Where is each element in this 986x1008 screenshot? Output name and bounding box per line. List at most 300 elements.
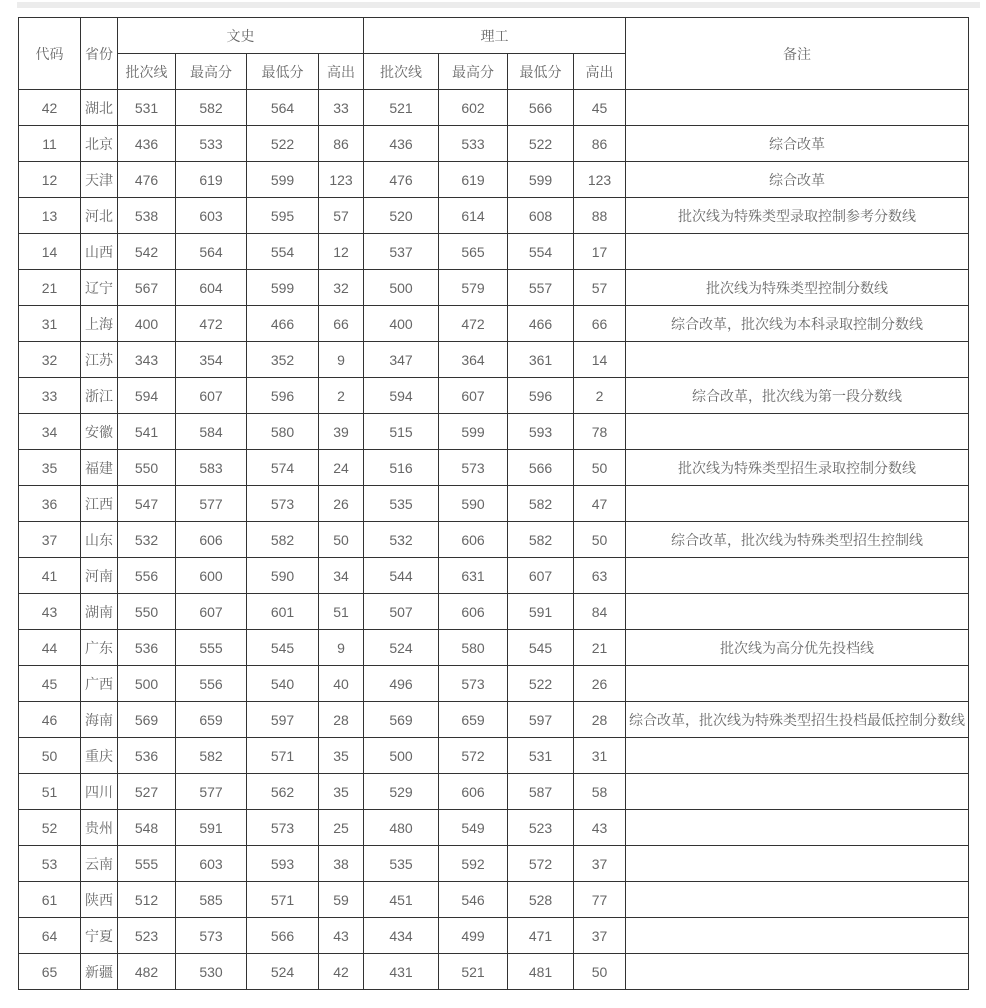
arts-lowest-cell: 573: [247, 810, 319, 846]
science-highest-cell: 614: [439, 198, 508, 234]
remark-cell: 批次线为高分优先投档线: [626, 630, 969, 666]
science-lowest-cell: 545: [508, 630, 574, 666]
science-lowest-cell: 531: [508, 738, 574, 774]
science-highest-cell: 546: [439, 882, 508, 918]
table-row: [19, 126, 969, 162]
science-batch-line-cell: 569: [364, 702, 439, 738]
arts-highest-cell: 533: [176, 126, 247, 162]
science-above-cell: 47: [574, 486, 626, 522]
arts-above-cell: 25: [319, 810, 364, 846]
arts-above-cell: 2: [319, 378, 364, 414]
arts-highest-cell: 354: [176, 342, 247, 378]
science-highest-cell: 602: [439, 90, 508, 126]
arts-above-cell: 26: [319, 486, 364, 522]
arts-above-cell: 86: [319, 126, 364, 162]
science-above-cell: 21: [574, 630, 626, 666]
science-batch-line-cell: 537: [364, 234, 439, 270]
province-cell: 四川: [81, 774, 118, 810]
arts-batch-line-cell: 343: [118, 342, 176, 378]
science-above-cell: 28: [574, 702, 626, 738]
table-row: [19, 234, 969, 270]
science-batch-line-cell: 516: [364, 450, 439, 486]
table-row: [19, 918, 969, 954]
header-science-highest: 最高分: [439, 54, 508, 90]
science-batch-line-cell: 544: [364, 558, 439, 594]
province-cell: 北京: [81, 126, 118, 162]
arts-highest-cell: 582: [176, 90, 247, 126]
province-cell: 山西: [81, 234, 118, 270]
province-cell: 宁夏: [81, 918, 118, 954]
arts-lowest-cell: 601: [247, 594, 319, 630]
arts-above-cell: 59: [319, 882, 364, 918]
science-lowest-cell: 597: [508, 702, 574, 738]
arts-lowest-cell: 574: [247, 450, 319, 486]
code-cell: 14: [19, 234, 81, 270]
science-lowest-cell: 471: [508, 918, 574, 954]
arts-highest-cell: 607: [176, 594, 247, 630]
remark-cell: [626, 954, 969, 990]
header-group-science: 理工: [364, 18, 626, 54]
science-lowest-cell: 566: [508, 450, 574, 486]
province-cell: 湖北: [81, 90, 118, 126]
science-batch-line-cell: 529: [364, 774, 439, 810]
science-lowest-cell: 523: [508, 810, 574, 846]
table-row: [19, 90, 969, 126]
science-highest-cell: 659: [439, 702, 508, 738]
science-lowest-cell: 528: [508, 882, 574, 918]
science-above-cell: 86: [574, 126, 626, 162]
code-cell: 12: [19, 162, 81, 198]
science-highest-cell: 606: [439, 774, 508, 810]
code-cell: 33: [19, 378, 81, 414]
arts-highest-cell: 530: [176, 954, 247, 990]
science-lowest-cell: 587: [508, 774, 574, 810]
code-cell: 32: [19, 342, 81, 378]
science-lowest-cell: 608: [508, 198, 574, 234]
science-above-cell: 78: [574, 414, 626, 450]
arts-batch-line-cell: 527: [118, 774, 176, 810]
arts-batch-line-cell: 536: [118, 738, 176, 774]
province-cell: 河北: [81, 198, 118, 234]
arts-batch-line-cell: 550: [118, 450, 176, 486]
arts-batch-line-cell: 512: [118, 882, 176, 918]
header-arts-highest: 最高分: [176, 54, 247, 90]
arts-highest-cell: 583: [176, 450, 247, 486]
science-lowest-cell: 582: [508, 486, 574, 522]
arts-above-cell: 40: [319, 666, 364, 702]
table-row: [19, 558, 969, 594]
science-batch-line-cell: 524: [364, 630, 439, 666]
top-divider-strip: [17, 2, 980, 8]
science-above-cell: 77: [574, 882, 626, 918]
science-highest-cell: 590: [439, 486, 508, 522]
table-header: [19, 18, 969, 90]
code-cell: 51: [19, 774, 81, 810]
arts-lowest-cell: 522: [247, 126, 319, 162]
code-cell: 65: [19, 954, 81, 990]
province-cell: 辽宁: [81, 270, 118, 306]
science-lowest-cell: 481: [508, 954, 574, 990]
science-lowest-cell: 566: [508, 90, 574, 126]
table-row: [19, 846, 969, 882]
arts-lowest-cell: 466: [247, 306, 319, 342]
science-batch-line-cell: 532: [364, 522, 439, 558]
science-above-cell: 66: [574, 306, 626, 342]
science-above-cell: 50: [574, 522, 626, 558]
table-row: [19, 522, 969, 558]
arts-above-cell: 12: [319, 234, 364, 270]
remark-cell: 批次线为特殊类型控制分数线: [626, 270, 969, 306]
science-highest-cell: 521: [439, 954, 508, 990]
table-row: [19, 270, 969, 306]
table-row: [19, 450, 969, 486]
remark-cell: 批次线为特殊类型录取控制参考分数线: [626, 198, 969, 234]
arts-highest-cell: 619: [176, 162, 247, 198]
science-above-cell: 50: [574, 450, 626, 486]
arts-batch-line-cell: 555: [118, 846, 176, 882]
science-highest-cell: 472: [439, 306, 508, 342]
arts-lowest-cell: 595: [247, 198, 319, 234]
table-row: [19, 594, 969, 630]
province-cell: 新疆: [81, 954, 118, 990]
science-highest-cell: 572: [439, 738, 508, 774]
science-batch-line-cell: 594: [364, 378, 439, 414]
arts-lowest-cell: 352: [247, 342, 319, 378]
header-science-above: 高出: [574, 54, 626, 90]
arts-lowest-cell: 597: [247, 702, 319, 738]
science-above-cell: 43: [574, 810, 626, 846]
science-highest-cell: 580: [439, 630, 508, 666]
science-batch-line-cell: 480: [364, 810, 439, 846]
province-cell: 江苏: [81, 342, 118, 378]
arts-lowest-cell: 554: [247, 234, 319, 270]
science-batch-line-cell: 347: [364, 342, 439, 378]
arts-above-cell: 43: [319, 918, 364, 954]
code-cell: 31: [19, 306, 81, 342]
province-cell: 天津: [81, 162, 118, 198]
arts-batch-line-cell: 436: [118, 126, 176, 162]
province-cell: 陕西: [81, 882, 118, 918]
science-above-cell: 57: [574, 270, 626, 306]
table-row: [19, 162, 969, 198]
remark-cell: [626, 90, 969, 126]
science-above-cell: 37: [574, 846, 626, 882]
header-group-arts: 文史: [118, 18, 364, 54]
code-cell: 13: [19, 198, 81, 234]
science-highest-cell: 549: [439, 810, 508, 846]
arts-above-cell: 42: [319, 954, 364, 990]
remark-cell: 综合改革，批次线为特殊类型招生投档最低控制分数线: [626, 702, 969, 738]
header-arts-above: 高出: [319, 54, 364, 90]
arts-highest-cell: 603: [176, 846, 247, 882]
arts-above-cell: 35: [319, 774, 364, 810]
code-cell: 41: [19, 558, 81, 594]
science-lowest-cell: 466: [508, 306, 574, 342]
arts-lowest-cell: 571: [247, 882, 319, 918]
province-cell: 浙江: [81, 378, 118, 414]
arts-lowest-cell: 599: [247, 162, 319, 198]
arts-above-cell: 35: [319, 738, 364, 774]
arts-highest-cell: 585: [176, 882, 247, 918]
science-batch-line-cell: 521: [364, 90, 439, 126]
science-batch-line-cell: 436: [364, 126, 439, 162]
arts-lowest-cell: 545: [247, 630, 319, 666]
science-batch-line-cell: 535: [364, 486, 439, 522]
arts-highest-cell: 591: [176, 810, 247, 846]
arts-lowest-cell: 524: [247, 954, 319, 990]
science-above-cell: 45: [574, 90, 626, 126]
science-highest-cell: 573: [439, 450, 508, 486]
table-row: [19, 378, 969, 414]
arts-batch-line-cell: 523: [118, 918, 176, 954]
arts-above-cell: 33: [319, 90, 364, 126]
science-batch-line-cell: 476: [364, 162, 439, 198]
science-highest-cell: 607: [439, 378, 508, 414]
arts-lowest-cell: 593: [247, 846, 319, 882]
science-lowest-cell: 361: [508, 342, 574, 378]
code-cell: 44: [19, 630, 81, 666]
header-science-lowest: 最低分: [508, 54, 574, 90]
remark-cell: 批次线为特殊类型招生录取控制分数线: [626, 450, 969, 486]
table-row: [19, 810, 969, 846]
arts-highest-cell: 603: [176, 198, 247, 234]
science-above-cell: 2: [574, 378, 626, 414]
arts-highest-cell: 604: [176, 270, 247, 306]
science-batch-line-cell: 400: [364, 306, 439, 342]
header-code: 代码: [19, 18, 81, 90]
arts-batch-line-cell: 548: [118, 810, 176, 846]
code-cell: 11: [19, 126, 81, 162]
arts-lowest-cell: 573: [247, 486, 319, 522]
science-batch-line-cell: 434: [364, 918, 439, 954]
arts-above-cell: 32: [319, 270, 364, 306]
code-cell: 21: [19, 270, 81, 306]
arts-highest-cell: 607: [176, 378, 247, 414]
remark-cell: 综合改革，批次线为特殊类型招生控制线: [626, 522, 969, 558]
remark-cell: [626, 234, 969, 270]
province-cell: 湖南: [81, 594, 118, 630]
arts-batch-line-cell: 547: [118, 486, 176, 522]
table-row: [19, 198, 969, 234]
province-cell: 安徽: [81, 414, 118, 450]
science-above-cell: 84: [574, 594, 626, 630]
arts-highest-cell: 582: [176, 738, 247, 774]
arts-batch-line-cell: 500: [118, 666, 176, 702]
remark-cell: [626, 810, 969, 846]
code-cell: 35: [19, 450, 81, 486]
science-highest-cell: 499: [439, 918, 508, 954]
table-row: [19, 702, 969, 738]
arts-highest-cell: 577: [176, 486, 247, 522]
arts-above-cell: 123: [319, 162, 364, 198]
arts-above-cell: 39: [319, 414, 364, 450]
arts-batch-line-cell: 567: [118, 270, 176, 306]
arts-batch-line-cell: 536: [118, 630, 176, 666]
arts-highest-cell: 659: [176, 702, 247, 738]
science-lowest-cell: 596: [508, 378, 574, 414]
table-row: [19, 414, 969, 450]
remark-cell: [626, 342, 969, 378]
science-highest-cell: 592: [439, 846, 508, 882]
table-row: [19, 954, 969, 990]
code-cell: 50: [19, 738, 81, 774]
arts-above-cell: 50: [319, 522, 364, 558]
code-cell: 37: [19, 522, 81, 558]
arts-above-cell: 9: [319, 630, 364, 666]
science-batch-line-cell: 520: [364, 198, 439, 234]
arts-highest-cell: 556: [176, 666, 247, 702]
code-cell: 34: [19, 414, 81, 450]
arts-batch-line-cell: 569: [118, 702, 176, 738]
province-cell: 广东: [81, 630, 118, 666]
science-above-cell: 63: [574, 558, 626, 594]
province-cell: 江西: [81, 486, 118, 522]
arts-lowest-cell: 540: [247, 666, 319, 702]
admission-score-table: [18, 17, 969, 990]
arts-above-cell: 28: [319, 702, 364, 738]
science-above-cell: 50: [574, 954, 626, 990]
arts-batch-line-cell: 538: [118, 198, 176, 234]
science-lowest-cell: 554: [508, 234, 574, 270]
remark-cell: 综合改革: [626, 126, 969, 162]
code-cell: 42: [19, 90, 81, 126]
science-highest-cell: 606: [439, 522, 508, 558]
arts-above-cell: 34: [319, 558, 364, 594]
science-lowest-cell: 607: [508, 558, 574, 594]
arts-above-cell: 51: [319, 594, 364, 630]
table-row: [19, 738, 969, 774]
science-batch-line-cell: 500: [364, 738, 439, 774]
arts-above-cell: 66: [319, 306, 364, 342]
science-highest-cell: 631: [439, 558, 508, 594]
remark-cell: [626, 414, 969, 450]
arts-above-cell: 57: [319, 198, 364, 234]
table-row: [19, 486, 969, 522]
province-cell: 广西: [81, 666, 118, 702]
science-above-cell: 88: [574, 198, 626, 234]
science-lowest-cell: 582: [508, 522, 574, 558]
code-cell: 43: [19, 594, 81, 630]
science-above-cell: 17: [574, 234, 626, 270]
remark-cell: 综合改革，批次线为第一段分数线: [626, 378, 969, 414]
science-lowest-cell: 572: [508, 846, 574, 882]
header-province: 省份: [81, 18, 118, 90]
arts-batch-line-cell: 550: [118, 594, 176, 630]
arts-highest-cell: 577: [176, 774, 247, 810]
science-highest-cell: 533: [439, 126, 508, 162]
remark-cell: [626, 882, 969, 918]
province-cell: 山东: [81, 522, 118, 558]
arts-batch-line-cell: 542: [118, 234, 176, 270]
science-lowest-cell: 591: [508, 594, 574, 630]
arts-above-cell: 9: [319, 342, 364, 378]
science-above-cell: 123: [574, 162, 626, 198]
province-cell: 河南: [81, 558, 118, 594]
science-lowest-cell: 522: [508, 666, 574, 702]
header-arts-batch-line: 批次线: [118, 54, 176, 90]
arts-lowest-cell: 596: [247, 378, 319, 414]
province-cell: 福建: [81, 450, 118, 486]
science-above-cell: 14: [574, 342, 626, 378]
table-body: [19, 90, 969, 990]
code-cell: 52: [19, 810, 81, 846]
science-above-cell: 58: [574, 774, 626, 810]
science-batch-line-cell: 431: [364, 954, 439, 990]
arts-lowest-cell: 562: [247, 774, 319, 810]
remark-cell: [626, 774, 969, 810]
arts-highest-cell: 564: [176, 234, 247, 270]
science-batch-line-cell: 451: [364, 882, 439, 918]
remark-cell: [626, 558, 969, 594]
remark-cell: 综合改革: [626, 162, 969, 198]
science-highest-cell: 599: [439, 414, 508, 450]
table-row: [19, 342, 969, 378]
province-cell: 上海: [81, 306, 118, 342]
code-cell: 36: [19, 486, 81, 522]
code-cell: 46: [19, 702, 81, 738]
science-highest-cell: 565: [439, 234, 508, 270]
table-row: [19, 666, 969, 702]
arts-highest-cell: 606: [176, 522, 247, 558]
remark-cell: [626, 918, 969, 954]
science-above-cell: 37: [574, 918, 626, 954]
science-above-cell: 31: [574, 738, 626, 774]
science-lowest-cell: 557: [508, 270, 574, 306]
arts-lowest-cell: 582: [247, 522, 319, 558]
arts-batch-line-cell: 531: [118, 90, 176, 126]
science-batch-line-cell: 496: [364, 666, 439, 702]
science-highest-cell: 619: [439, 162, 508, 198]
arts-lowest-cell: 599: [247, 270, 319, 306]
remark-cell: 综合改革，批次线为本科录取控制分数线: [626, 306, 969, 342]
science-lowest-cell: 599: [508, 162, 574, 198]
code-cell: 64: [19, 918, 81, 954]
science-batch-line-cell: 500: [364, 270, 439, 306]
code-cell: 53: [19, 846, 81, 882]
arts-batch-line-cell: 541: [118, 414, 176, 450]
arts-batch-line-cell: 556: [118, 558, 176, 594]
header-arts-lowest: 最低分: [247, 54, 319, 90]
science-batch-line-cell: 507: [364, 594, 439, 630]
arts-lowest-cell: 571: [247, 738, 319, 774]
arts-above-cell: 24: [319, 450, 364, 486]
arts-lowest-cell: 566: [247, 918, 319, 954]
header-science-batch-line: 批次线: [364, 54, 439, 90]
province-cell: 海南: [81, 702, 118, 738]
arts-highest-cell: 600: [176, 558, 247, 594]
science-batch-line-cell: 515: [364, 414, 439, 450]
arts-batch-line-cell: 400: [118, 306, 176, 342]
arts-highest-cell: 555: [176, 630, 247, 666]
table-row: [19, 774, 969, 810]
arts-lowest-cell: 590: [247, 558, 319, 594]
remark-cell: [626, 486, 969, 522]
remark-cell: [626, 594, 969, 630]
remark-cell: [626, 846, 969, 882]
province-cell: 重庆: [81, 738, 118, 774]
arts-lowest-cell: 580: [247, 414, 319, 450]
code-cell: 61: [19, 882, 81, 918]
science-highest-cell: 606: [439, 594, 508, 630]
science-highest-cell: 573: [439, 666, 508, 702]
table-row: [19, 306, 969, 342]
arts-batch-line-cell: 594: [118, 378, 176, 414]
science-lowest-cell: 593: [508, 414, 574, 450]
science-batch-line-cell: 535: [364, 846, 439, 882]
arts-highest-cell: 472: [176, 306, 247, 342]
arts-batch-line-cell: 532: [118, 522, 176, 558]
remark-cell: [626, 738, 969, 774]
